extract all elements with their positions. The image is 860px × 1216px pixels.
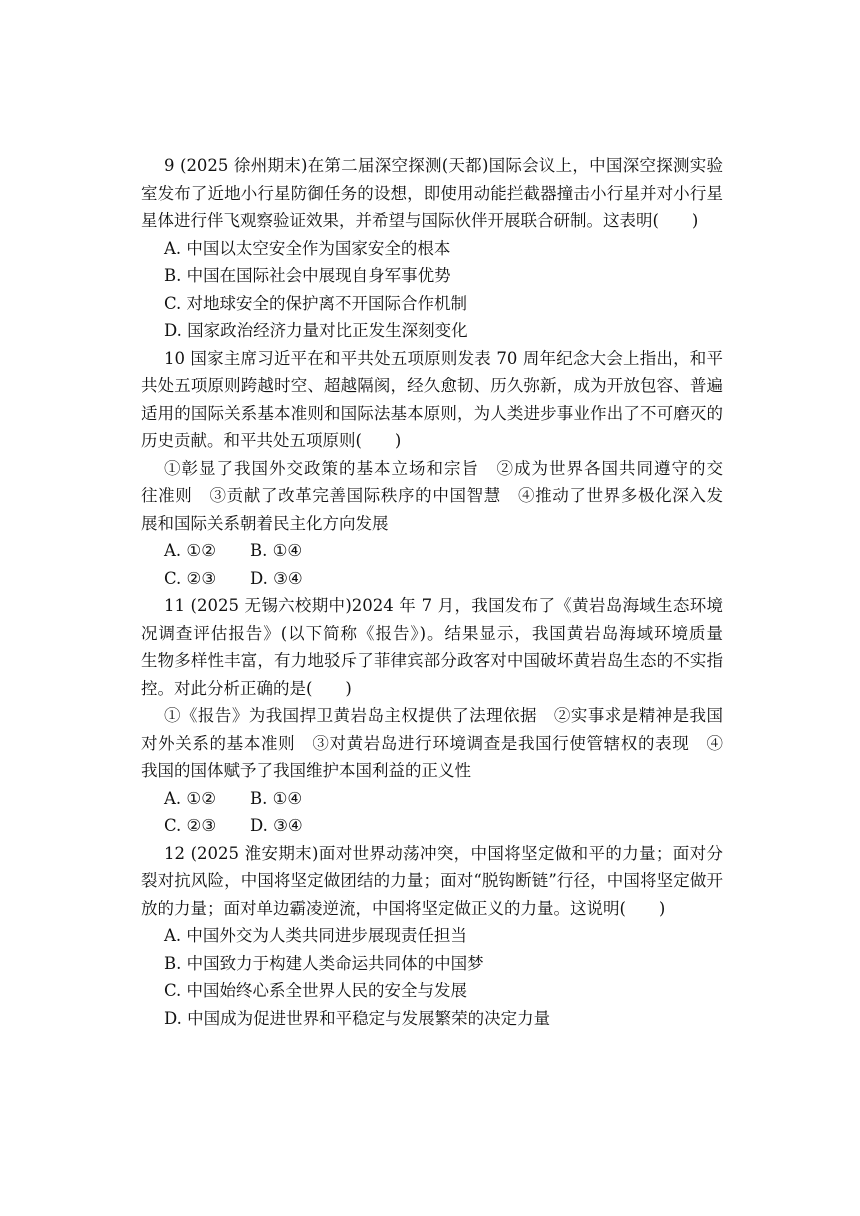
question-stem-line: 适用的国际关系基本准则和国际法基本原则，为人类进步事业作出了不可磨灭的 [141,403,723,423]
statement-line: ①《报告》为我国捍卫黄岩岛主权提供了法理依据 ②实事求是精神是我国 [164,706,723,725]
option-a: A. ①② [164,541,216,560]
statement-line: 展和国际关系朝着民主化方向发展 [141,513,389,533]
question-stem-line: 况调查评估报告》(以下简称《报告》)。结果显示，我国黄岩岛海域环境质量 [141,623,723,643]
question-stem-line: 放的力量；面对单边霸凌逆流，中国将坚定做正义的力量。这说明( ) [141,898,666,918]
question-stem-line: 控。对此分析正确的是( ) [141,678,352,698]
option-c: C. 对地球安全的保护离不开国际合作机制 [164,293,468,313]
option-c: C. 中国始终心系全世界人民的安全与发展 [164,981,468,1000]
statement-line: 对外关系的基本准则 ③对黄岩岛进行环境调查是我国行使管辖权的表现 ④ [141,733,723,753]
question-stem-line: 星体进行伴飞观察验证效果，并希望与国际伙伴开展联合研制。这表明( ) [141,211,699,230]
question-stem-line: 室发布了近地小行星防御任务的设想，即使用动能拦截器撞击小行星并对小行星 [141,183,723,203]
option-row [141,565,723,593]
question-10 [141,345,723,593]
question-stem-line: 10 国家主席习近平在和平共处五项原则发表 70 周年纪念大会上指出，和平 [164,348,723,368]
statement-line: ①彰显了我国外交政策的基本立场和宗旨 ②成为世界各国共同遵守的交 [164,458,723,478]
question-9 [141,152,723,345]
option-a: A. ①② [164,788,216,808]
question-stem-line: 11 (2025 无锡六校期中)2024 年 7 月，我国发布了《黄岩岛海域生态环境 [164,596,723,615]
option-c: C. ②③ [164,568,217,588]
statement-line: 我国的国体赋予了我国维护本国利益的正义性 [141,761,471,780]
option-a: A. 中国外交为人类共同进步展现责任担当 [164,926,467,945]
question-stem-line: 9 (2025 徐州期末)在第二届深空探测(天都)国际会议上，中国深空探测实验 [164,156,723,175]
option-row [141,785,723,813]
question-stem-line: 历史贡献。和平共处五项原则( ) [141,431,402,450]
question-stem-line: 12 (2025 淮安期末)面对世界动荡冲突，中国将坚定做和平的力量；面对分 [164,843,723,863]
option-b: B. 中国在国际社会中展现自身军事优势 [164,266,451,285]
option-a: A. 中国以太空安全作为国家安全的根本 [164,238,451,258]
question-stem-line: 裂对抗风险，中国将坚定做团结的力量；面对“脱钩断链”行径，中国将坚定做开 [141,871,723,890]
option-d: D. ③④ [250,568,303,588]
option-row [141,537,723,565]
question-11 [141,592,723,840]
question-12 [141,840,723,1033]
option-row [141,812,723,840]
option-d: D. 中国成为促进世界和平稳定与发展繁荣的决定力量 [164,1008,551,1028]
option-d: D. 国家政治经济力量对比正发生深刻变化 [164,321,468,340]
statement-line: 往准则 ③贡献了改革完善国际秩序的中国智慧 ④推动了世界多极化深入发 [141,486,723,505]
exam-page [141,152,723,1032]
question-stem-line: 生物多样性丰富，有力地驳斥了菲律宾部分政客对中国破坏黄岩岛生态的不实指 [141,651,723,670]
option-d: D. ③④ [250,816,303,835]
option-b: B. ①④ [250,788,303,808]
option-b: B. ①④ [250,541,303,560]
option-b: B. 中国致力于构建人类命运共同体的中国梦 [164,953,484,973]
question-stem-line: 共处五项原则跨越时空、超越隔阂，经久愈韧、历久弥新，成为开放包容、普遍 [141,376,723,395]
option-c: C. ②③ [164,816,217,835]
